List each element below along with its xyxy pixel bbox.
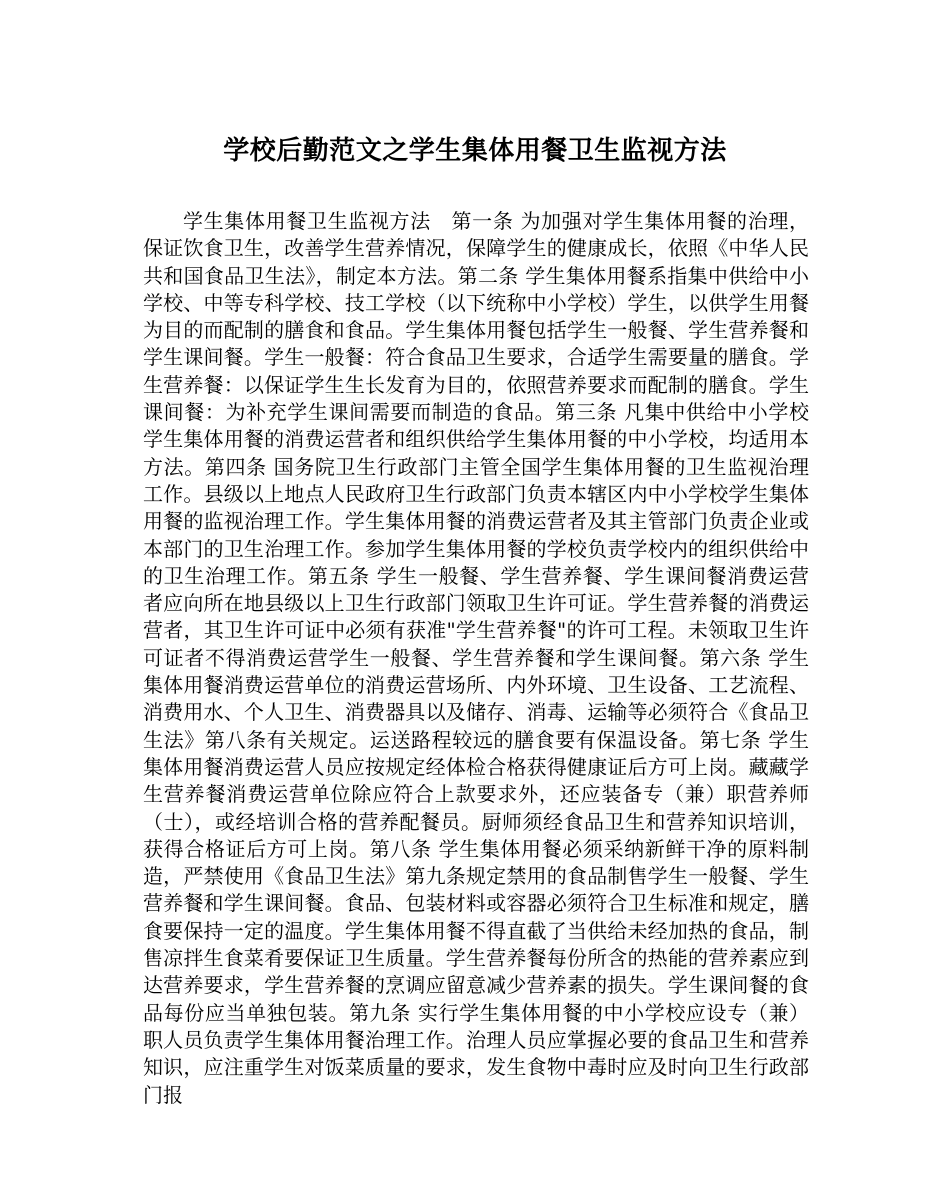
- document-title: 学校后勤范文之学生集体用餐卫生监视方法: [223, 136, 727, 166]
- document-body-paragraph: 学生集体用餐卫生监视方法 第一条 为加强对学生集体用餐的治理，保证饮食卫生，改善学生营养情况，保障学生的健康成长，依照《中华人民共和国食品卫生法》，制定本方法。第二条 学生集体用餐系指集中供给中小学校、中等专科学校、技工学校（以下统称中小学校）学生，以供学生用餐为目的而配制的膳食和食品。学生集体用餐包括学生一般餐、学生营养餐和学生课间餐。学生一般餐：符合食品卫生要求，合适学生需要量的膳食。学生营养餐：以保证学生生长发育为目的，依照营养要求而配制的膳食。学生课间餐：为补充学生课间需要而制造的食品。第三条 凡集中供给中小学校学生集体用餐的消费运营者和组织供给学生集体用餐的中小学校，均适用本方法。第四条 国务院卫生行政部门主管全国学生集体用餐的卫生监视治理工作。县级以上地点人民政府卫生行政部门负责本辖区内中小学校学生集体用餐的监视治理工作。学生集体用餐的消费运营者及其主管部门负责企业或本部门的卫生治理工作。参加学生集体用餐的学校负责学校内的组织供给中的卫生治理工作。第五条 学生一般餐、学生营养餐、学生课间餐消费运营者应向所在地县级以上卫生行政部门领取卫生许可证。学生营养餐的消费运营者，其卫生许可证中必须有获准"学生营养餐"的许可工程。未领取卫生许可证者不得消费运营学生一般餐、学生营养餐和学生课间餐。第六条 学生集体用餐消费运营单位的消费运营场所、内外环境、卫生设备、工艺流程、消费用水、个人卫生、消费器具以及储存、消毒、运输等必须符合《食品卫生法》第八条有关规定。运送路程较远的膳食要有保温设备。第七条 学生集体用餐消费运营人员应按规定经体检合格获得健康证后方可上岗。藏藏学生营养餐消费运营单位除应符合上款要求外，还应装备专（兼）职营养师（士），或经培训合格的营养配餐员。厨师须经食品卫生和营养知识培训，获得合格证后方可上岗。第八条 学生集体用餐必须采纳新鲜干净的原料制造，严禁使用《食品卫生法》第九条规定禁用的食品制售学生一般餐、学生营养餐和学生课间餐。食品、包装材料或容器必须符合卫生标准和规定，膳食要保持一定的温度。学生集体用餐不得直截了当供给未经加热的食品，制售凉拌生食菜肴要保证卫生质量。学生营养餐每份所含的热能的营养素应到达营养要求，学生营养餐的烹调应留意减少营养素的损失。学生课间餐的食品每份应当单独包装。第九条 实行学生集体用餐的中小学校应设专（兼）职人员负责学生集体用餐治理工作。治理人员应掌握必要的食品卫生和营养知识，应注重学生对饭菜质量的要求，发生食物中毒时应及时向卫生行政部门报: [143, 209, 809, 1107]
